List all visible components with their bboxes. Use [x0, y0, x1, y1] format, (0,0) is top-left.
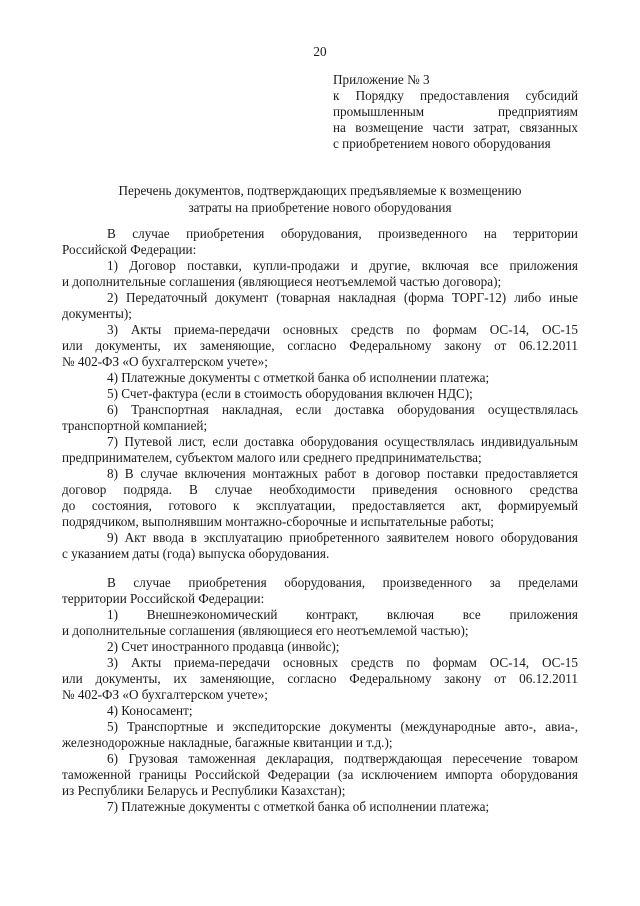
item-line: 5) Счет-фактура (если в стоимость оборудования включен НДС);: [107, 386, 473, 401]
item-line: 2) Передаточный документ (товарная накладная (форма ТОРГ-12) либо иные: [107, 290, 578, 305]
intro-line: территории Российской Федерации:: [62, 591, 265, 606]
item-line: № 402-ФЗ «О бухгалтерском учете»;: [62, 354, 268, 369]
list-item: [62, 703, 578, 719]
item-line: 7) Путевой лист, если доставка оборудования осуществлялась индивидуальным: [107, 434, 578, 449]
title-line: затраты на приобретение нового оборудования: [188, 200, 452, 215]
section-intro: [62, 226, 578, 258]
item-line: с указанием даты (года) выпуска оборудования.: [62, 546, 330, 561]
item-line: транспортной компанией;: [62, 418, 208, 433]
appendix-number: Приложение № 3: [333, 72, 430, 87]
section-domestic: [62, 226, 578, 562]
intro-line: Российской Федерации:: [62, 242, 197, 257]
item-line: 4) Коносамент;: [107, 703, 193, 718]
item-line: железнодорожные накладные, багажные квитанции и т.д.);: [62, 735, 393, 750]
list-item: [62, 751, 578, 799]
item-line: 3) Акты приема-передачи основных средств по формам ОС-14, ОС-15: [107, 322, 578, 337]
list-item: [62, 655, 578, 703]
list-item: [62, 402, 578, 434]
list-item: [62, 530, 578, 562]
item-line: таможенной границы Российской Федерации (за исключением импорта оборудования: [62, 767, 578, 782]
item-line: 5) Транспортные и экспедиторские документы (международные авто-, авиа-,: [107, 719, 578, 734]
appendix-line: на возмещение части затрат, связанных: [333, 120, 578, 135]
item-line: договор подряда. В случае необходимости приведения основного средства: [62, 482, 578, 497]
item-line: 1) Внешнеэкономический контракт, включая все приложения: [107, 607, 578, 622]
item-line: № 402-ФЗ «О бухгалтерском учете»;: [62, 687, 268, 702]
list-item: [62, 799, 578, 815]
item-line: 6) Грузовая таможенная декларация, подтверждающая пересечение товаром: [107, 751, 578, 766]
item-line: 8) В случае включения монтажных работ в договор поставки предоставляется: [107, 466, 578, 481]
item-line: или документы, их заменяющие, согласно Федеральному закону от 06.12.2011: [62, 671, 578, 686]
list-item: [62, 370, 578, 386]
document-title: [70, 182, 570, 216]
item-line: 1) Договор поставки, купли-продажи и другие, включая все приложения: [107, 258, 578, 273]
list-item: [62, 607, 578, 639]
item-line: и дополнительные соглашения (являющиеся его неотъемлемой частью);: [62, 623, 469, 638]
appendix-header: [333, 72, 578, 152]
list-item: [62, 434, 578, 466]
intro-line: В случае приобретения оборудования, произведенного на территории: [107, 226, 578, 241]
intro-line: В случае приобретения оборудования, произведенного за пределами: [107, 575, 578, 590]
item-line: и дополнительные соглашения (являющиеся неотъемлемой частью договора);: [62, 274, 502, 289]
item-line: или документы, их заменяющие, согласно Федеральному закону от 06.12.2011: [62, 338, 578, 353]
list-item: [62, 258, 578, 290]
list-item: [62, 386, 578, 402]
section-intro: [62, 575, 578, 607]
item-line: 3) Акты приема-передачи основных средств по формам ОС-14, ОС-15: [107, 655, 578, 670]
list-item: [62, 322, 578, 370]
appendix-line: к Порядку предоставления субсидий: [333, 88, 578, 103]
item-line: из Республики Беларусь и Республики Казахстан);: [62, 783, 346, 798]
list-item: [62, 466, 578, 530]
item-line: подрядчиком, выполнявшим монтажно-сборочные и испытательные работы;: [62, 514, 494, 529]
list-item: [62, 290, 578, 322]
section-foreign: [62, 575, 578, 815]
item-line: 2) Счет иностранного продавца (инвойс);: [107, 639, 340, 654]
item-line: предпринимателем, субъектом малого или среднего предпринимательства;: [62, 450, 482, 465]
item-line: 4) Платежные документы с отметкой банка об исполнении платежа;: [107, 370, 490, 385]
item-line: 6) Транспортная накладная, если доставка оборудования осуществлялась: [107, 402, 578, 417]
item-line: 7) Платежные документы с отметкой банка об исполнении платежа;: [107, 799, 490, 814]
appendix-line: промышленным предприятиям: [333, 104, 578, 119]
item-line: 9) Акт ввода в эксплуатацию приобретенного заявителем нового оборудования: [107, 530, 578, 545]
appendix-line: с приобретением нового оборудования: [333, 136, 551, 151]
item-line: документы);: [62, 306, 132, 321]
list-item: [62, 719, 578, 751]
title-line: Перечень документов, подтверждающих предъявляемые к возмещению: [118, 183, 522, 198]
list-item: [62, 639, 578, 655]
item-line: до состояния, готового к эксплуатации, предоставляется акт, формируемый: [62, 498, 578, 513]
page-number: 20: [313, 44, 327, 59]
